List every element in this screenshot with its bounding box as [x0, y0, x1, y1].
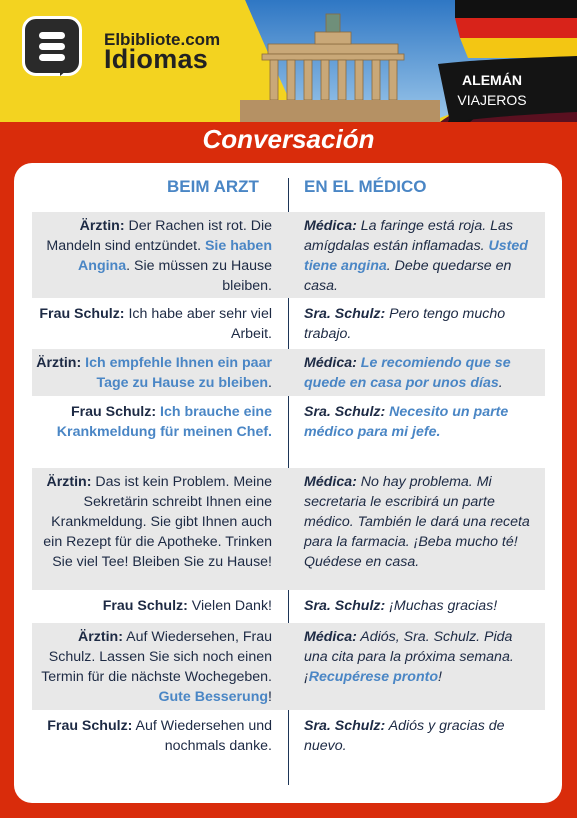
german-line — [32, 402, 272, 442]
spanish-line — [304, 716, 536, 756]
spanish-line — [304, 627, 536, 687]
brand-name: Idiomas — [104, 44, 209, 74]
dialogue-text: . — [268, 375, 272, 391]
german-line — [32, 596, 272, 616]
spanish-line — [304, 402, 536, 442]
dialogue-text: Der Rachen ist rot. Die Mandeln sind entzündet. — [46, 218, 272, 254]
dialogue-row — [32, 592, 545, 622]
highlighted-phrase: Usted tiene angina — [304, 238, 528, 274]
dialogue-text: ¡Muchas gracias! — [385, 598, 498, 614]
german-line — [32, 716, 272, 756]
speaker-label: Sra. Schulz: — [304, 598, 386, 614]
dialogue-row — [32, 212, 545, 298]
logo-tail-icon — [60, 64, 74, 76]
speaker-label: Ärztin: — [36, 355, 82, 371]
spanish-line — [304, 216, 536, 296]
highlighted-phrase: Sie haben Angina — [78, 238, 272, 274]
german-line — [32, 627, 272, 707]
speaker-label: Ärztin: — [46, 474, 92, 490]
speaker-label: Frau Schulz: — [102, 598, 188, 614]
speaker-label: Médica: — [304, 355, 357, 371]
dialogue-text: . Debe quedarse en casa. — [304, 258, 512, 294]
dialogue-row — [32, 623, 545, 710]
highlighted-phrase: Ich empfehle Ihnen ein paar Tage zu Hause zu bleiben — [85, 355, 272, 391]
dialogue-text: Auf Wiedersehen, Frau Schulz. Lassen Sie sich noch einen Termin für die nächste Wochegeben. — [41, 629, 272, 685]
dialogue-row — [32, 712, 545, 766]
header-banner — [0, 0, 577, 122]
german-line — [32, 304, 272, 344]
highlighted-phrase: Le recomiendo que se quede en casa por unos días — [304, 355, 511, 391]
speaker-label: Ärztin: — [78, 629, 123, 645]
dialogue-text: Adiós, Sra. Schulz. Pida una cita para la próxima semana. ¡ — [304, 629, 514, 685]
speaker-label: Frau Schulz: — [70, 404, 157, 420]
speaker-label: Médica: — [304, 474, 357, 490]
speaker-label: Médica: — [304, 629, 357, 645]
dialogue-text: Vielen Dank! — [187, 598, 272, 614]
speaker-label: Sra. Schulz: — [304, 404, 386, 420]
dialogue-text: No hay problema. Mi secretaria le escribirá un parte médico. También le dará una receta para la farmacia. ¡Beba mucho té! Quédese en casa. — [304, 474, 530, 570]
german-line — [32, 216, 272, 296]
dialogue-text: ! — [268, 689, 272, 705]
dialogue-text: Pero tengo mucho trabajo. — [304, 306, 506, 342]
dialogue-row — [32, 468, 545, 590]
dialogue-row — [32, 349, 545, 396]
spanish-line — [304, 304, 536, 344]
dialogue-text: La faringe está roja. Las amígdalas están inflamadas. — [304, 218, 513, 254]
dialogue-text: Auf Wiedersehen und nochmals danke. — [132, 718, 272, 754]
dialogue-text: . Sie müssen zu Hause bleiben. — [126, 258, 272, 294]
german-line — [32, 472, 272, 572]
speaker-label: Sra. Schulz: — [304, 306, 386, 322]
dialogue-row — [32, 300, 545, 354]
spanish-line — [304, 472, 536, 572]
speaker-label: Ärztin: — [79, 218, 125, 234]
highlighted-phrase: Necesito un parte médico para mi jefe. — [304, 404, 509, 440]
speaker-label: Médica: — [304, 218, 357, 234]
column-header-german: BEIM ARZT — [167, 177, 259, 196]
dialogue-text: ! — [438, 669, 442, 685]
column-header-spanish: EN EL MÉDICO — [304, 177, 427, 196]
speaker-label: Frau Schulz: — [39, 306, 125, 322]
highlighted-phrase: Ich brauche eine Krankmeldung für meinen Chef. — [56, 404, 272, 440]
dialogue-text: Ich habe aber sehr viel Arbeit. — [124, 306, 272, 342]
highlighted-phrase: Gute Besserung — [158, 689, 269, 705]
spanish-line — [304, 596, 536, 616]
dialogue-text: . — [498, 375, 503, 391]
german-line — [32, 353, 272, 393]
speaker-label: Sra. Schulz: — [304, 718, 386, 734]
language-tag — [437, 70, 547, 110]
dialogue-text: Das ist kein Problem. Meine Sekretärin schreibt Ihnen eine Krankmeldung. Sie gibt Ihnen auch ein Rezept für die Apotheke. Trinken Sie viel Tee! Bleiben Sie zu Hause! — [43, 474, 272, 570]
highlighted-phrase: Recupérese pronto — [308, 669, 439, 685]
speaker-label: Frau Schulz: — [47, 718, 133, 734]
language-label: ALEMÁN — [462, 72, 522, 88]
audience-label: VIAJEROS — [457, 92, 527, 108]
dialogue-text: Adiós y gracias de nuevo. — [304, 718, 505, 754]
brand-site: Elbibliote.com — [104, 30, 221, 49]
dialogue-row — [32, 398, 545, 466]
page-title: Conversación — [202, 124, 375, 154]
spanish-line — [304, 353, 536, 393]
